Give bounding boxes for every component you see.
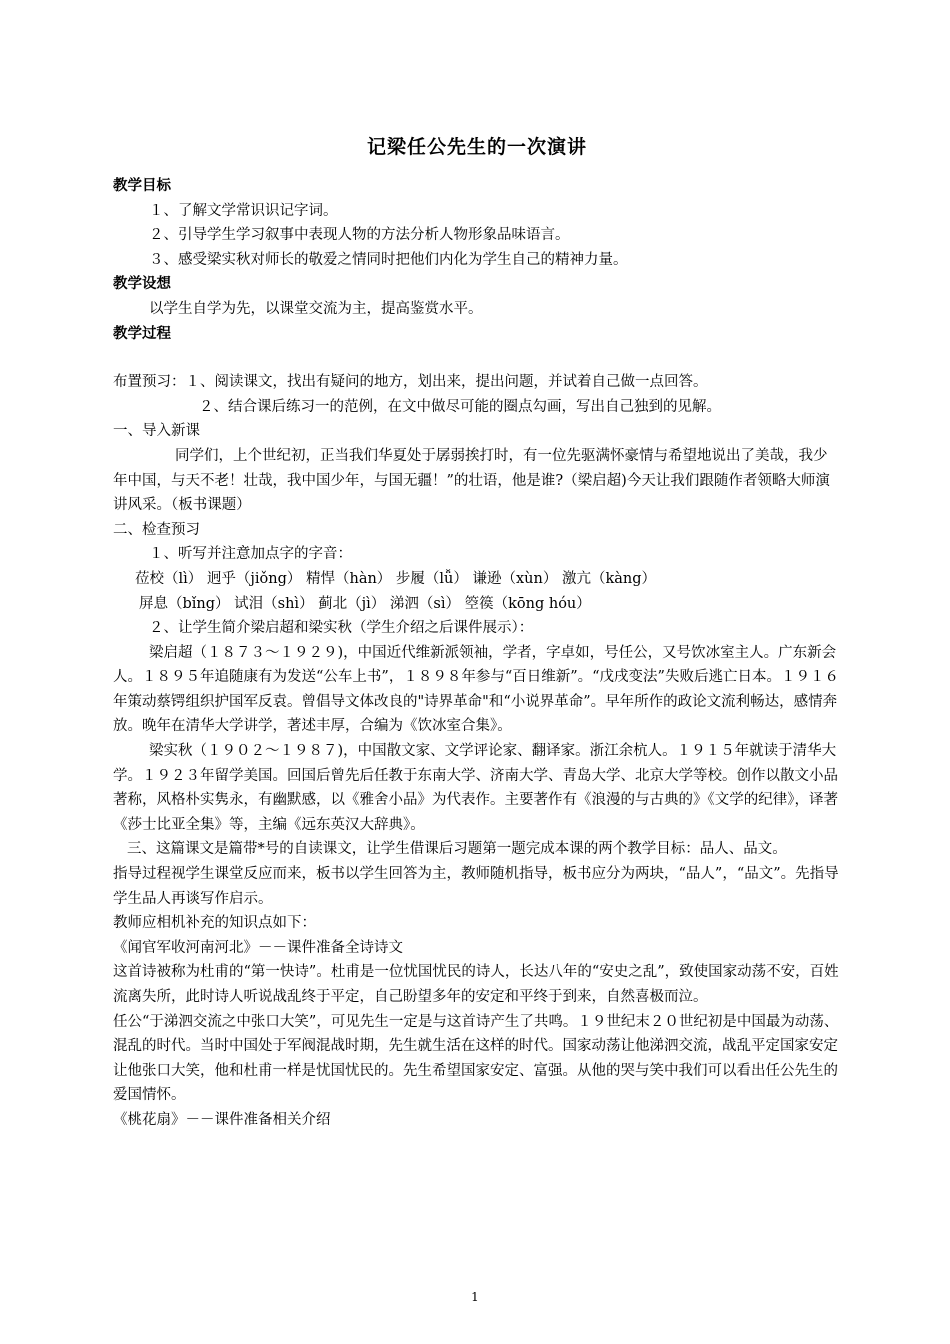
liang-shiqiu-bio: 梁实秋（１９０２～１９８７)，中国散文家、文学评论家、翻译家。浙江余杭人。１９１５年就读于清华大学。１９２３年留学美国。回国后曾先后任教于东南大学、济南大学、青岛大学、北京大学等校。创作以散文小品著称，风格朴实隽永，有幽默感，以《雅舍小品》为代表作。主要著作有《浪漫的与古典的》《文学的纪律》，译著《莎士比亚全集》等，主编《远东英汉大辞典》。 bbox=[113, 743, 838, 833]
poem-text: 这首诗被称为杜甫的“第一快诗”。杜甫是一位忧国忧民的诗人，长达八年的“安史之乱”，致使国家动荡不安，百姓流离失所，此时诗人听说战乱终于平定，自己盼望多年的安定和平终于到来，自然喜极而泣。 bbox=[113, 964, 839, 1005]
preview-item-1: 布置预习：１、阅读课文，找出有疑问的地方，划出来，提出问题，并试着自己做一点回答。 bbox=[113, 374, 708, 391]
check-item-2: ２、让学生简介梁启超和梁实秋（学生介绍之后课件展示）： bbox=[149, 620, 534, 637]
supplement-text: 教师应相机补充的知识点如下： bbox=[113, 915, 316, 932]
rengong-text: 任公“于涕泗交流之中张口大笑”，可见先生一定是与这首诗产生了共鸣。１９世纪末２０世纪初是中国最为动荡、混乱的时代。当时中国处于军阀混战时期，先生就生活在这样的时代。国家动荡让他涕泗交流，战乱平定国家安定让他张口大笑，他和杜甫一样是忧国忧民的。先生希望国家安定、富强。从他的哭与笑中我们可以看出任公先生的爱国情怀。 bbox=[113, 1013, 839, 1104]
goal-item-3: ３、感受梁实秋对师长的敬爱之情同时把他们内化为学生自己的精神力量。 bbox=[149, 251, 628, 268]
section-1-text: 同学们，上个世纪初，正当我们华夏处于孱弱挨打时，有一位先驱满怀豪情与希望地说出了美哉，我少年中国，与天不老！壮哉，我中国少年，与国无疆！”的壮语，他是谁?（梁启超)今天让我们跟随作者领略大师演讲风采。（板书课题） bbox=[113, 447, 830, 514]
section-3-text: 三、这篇课文是篇带*号的自读课文，让学生借课后习题第一题完成本课的两个教学目标：品人、品文。 bbox=[127, 841, 787, 858]
idea-heading: 教学设想 bbox=[113, 276, 171, 293]
check-item-1: １、听写并注意加点字的字音： bbox=[149, 546, 352, 563]
preview-item-2: ２、结合课后练习一的范例，在文中做尽可能的圈点勾画，写出自己独到的见解。 bbox=[199, 398, 721, 415]
goal-item-1: １、了解文学常识识记字词。 bbox=[149, 202, 338, 219]
spacer bbox=[113, 346, 841, 370]
process-heading: 教学过程 bbox=[113, 325, 171, 342]
liang-qichao-bio: 梁启超（１８７３～１９２９)，中国近代维新派领袖，学者，字卓如，号任公，又号饮冰室主人。广东新会人。１８９５年追随康有为发送“公车上书”，１８９８年参与“百日维新”。“戊戌变法”失败后逃亡日本。１９１６年策动蔡锷组织护国军反袁。曾倡导文体改良的"诗界革命"和“小说界革命”。早年所作的政论文流利畅达，感情奔放。晚年在清华大学讲学，著述丰厚，合编为《饮冰室合集》。 bbox=[113, 644, 839, 735]
section-1-heading: 一、导入新课 bbox=[113, 423, 200, 440]
peach-title: 《桃花扇》－－课件准备相关介绍 bbox=[113, 1111, 331, 1128]
idea-text: 以学生自学为先，以课堂交流为主，提高鉴赏水平。 bbox=[149, 300, 483, 317]
guide-text: 指导过程视学生课堂反应而来，板书以学生回答为主，教师随机指导，板书应分为两块，“品人”，“品文”。先指导学生品人再谈写作启示。 bbox=[113, 866, 839, 907]
pinyin-line-1: 莅校（lì） 迥乎（jiǒng） 精悍（hàn） 步履（lǚ） 谦逊（xùn） 激亢（kàng） bbox=[135, 570, 657, 587]
page-number: 1 bbox=[471, 1290, 479, 1304]
pinyin-line-2: 屏息（bǐng） 试泪（shì） 蓟北（jì） 涕泗（sì） 箜篌（kōng hóu） bbox=[139, 595, 591, 612]
goal-heading: 教学目标 bbox=[113, 178, 171, 194]
poem-title: 《闻官军收河南河北》－－课件准备全诗诗文 bbox=[113, 939, 403, 956]
document-page bbox=[113, 132, 841, 1133]
section-2-heading: 二、检查预习 bbox=[113, 521, 200, 538]
document-title: 记梁任公先生的一次演讲 bbox=[366, 136, 587, 158]
goal-item-2: ２、引导学生学习叙事中表现人物的方法分析人物形象品味语言。 bbox=[149, 227, 570, 244]
